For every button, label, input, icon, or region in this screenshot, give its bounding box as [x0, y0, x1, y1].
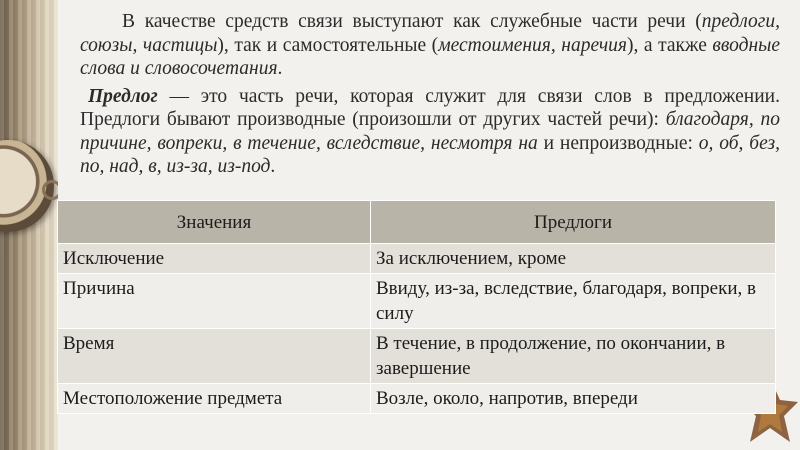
prepositions-cell: Возле, около, напротив, впереди: [371, 384, 776, 414]
intro-paragraph-1: [80, 10, 780, 81]
table-header-row: [58, 201, 776, 244]
text-segment: местоимения, наречия: [438, 34, 627, 56]
text-segment: В качестве средств связи выступают как служебные части речи (: [122, 11, 702, 32]
column-header-meanings: Значения: [58, 201, 371, 244]
text-segment: предлоги, союзы, частицы: [80, 11, 780, 56]
text-segment: вводные слова и словосочетания: [80, 34, 780, 79]
text-segment: ), а также: [626, 34, 713, 56]
text-segment: и непроизводные:: [537, 132, 699, 154]
meaning-cell: Причина: [58, 274, 371, 329]
prepositions-cell: В течение, в продолжение, по окончании, в завершение: [371, 329, 776, 384]
meaning-cell: Исключение: [58, 244, 371, 274]
prepositions-table: [57, 200, 776, 414]
intro-text: [80, 10, 780, 179]
text-segment: Предлог: [88, 85, 158, 107]
text-segment: — это часть речи, которая служит для связи слов в предложении. Предлоги бывают производные (произошли от других частей речи):: [80, 85, 780, 130]
column-header-prepositions: Предлоги: [371, 201, 776, 244]
meaning-cell: Время: [58, 329, 371, 384]
intro-paragraph-2: [80, 85, 780, 179]
text-segment: о, об, без, по, над, в, из-за, из-под: [80, 132, 780, 177]
prepositions-cell: За исключением, кроме: [371, 244, 776, 274]
text-segment: ), так и самостоятельные (: [217, 34, 439, 56]
table-row: [58, 329, 776, 384]
text-segment: благодаря, по причине, вопреки, в течение, вследствие, несмотря на: [80, 109, 780, 154]
table-row: [58, 244, 776, 274]
text-segment: .: [277, 58, 283, 79]
table-row: [58, 384, 776, 414]
meaning-cell: Местоположение предмета: [58, 384, 371, 414]
prepositions-cell: Ввиду, из-за, вследствие, благодаря, вопреки, в силу: [371, 274, 776, 329]
text-segment: .: [270, 156, 276, 177]
table-row: [58, 274, 776, 329]
